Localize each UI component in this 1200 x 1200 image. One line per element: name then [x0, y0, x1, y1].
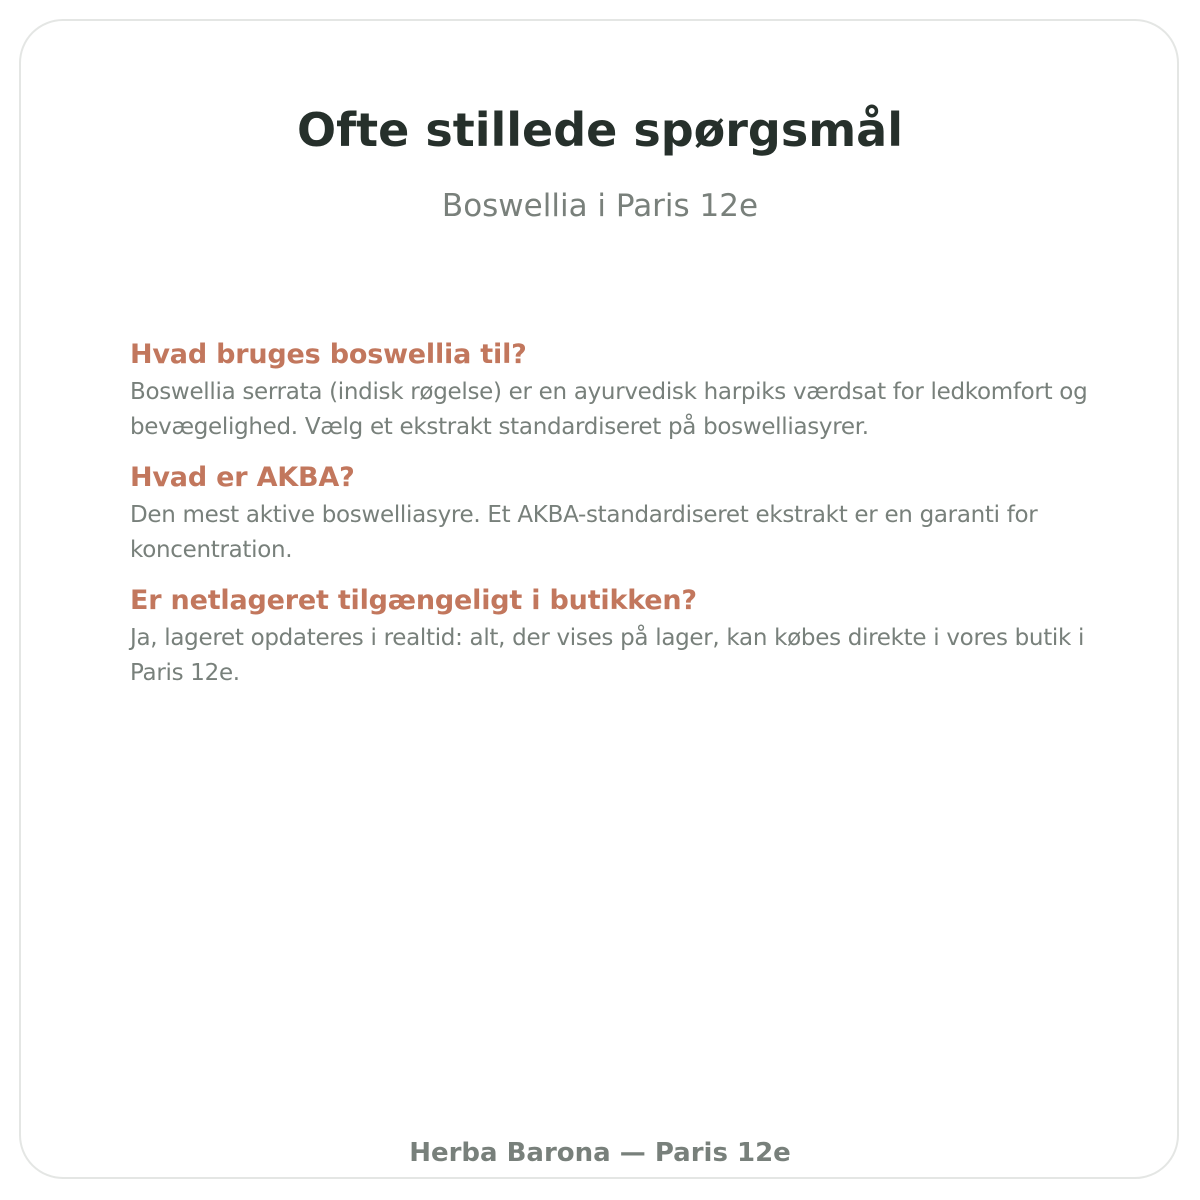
page-title: Ofte stillede spørgsmål [297, 103, 903, 157]
faq-item[interactable] [130, 335, 1090, 445]
footer-brand: Herba Barona — Paris 12e [409, 1138, 791, 1168]
page-subtitle: Boswellia i Paris 12e [441, 188, 759, 224]
faq-question[interactable]: Hvad er AKBA? [130, 462, 355, 493]
faq-item[interactable] [130, 581, 1090, 691]
faq-list [130, 335, 1090, 704]
faq-answer: Boswellia serrata (indisk røgelse) er en ayurvedisk harpiks værdsat for ledkomfort og bevægelighed. Vælg et ekstrakt standardiseret på boswelliasyrer. [130, 379, 1088, 440]
faq-answer: Den mest aktive boswelliasyre. Et AKBA-standardiseret ekstrakt er en garanti for koncentration. [130, 502, 1038, 563]
faq-item[interactable] [130, 458, 1090, 568]
faq-question[interactable]: Hvad bruges boswellia til? [130, 339, 527, 370]
faq-question[interactable]: Er netlageret tilgængeligt i butikken? [130, 585, 697, 616]
faq-answer: Ja, lageret opdateres i realtid: alt, der vises på lager, kan købes direkte i vores butik i Paris 12e. [130, 625, 1085, 686]
